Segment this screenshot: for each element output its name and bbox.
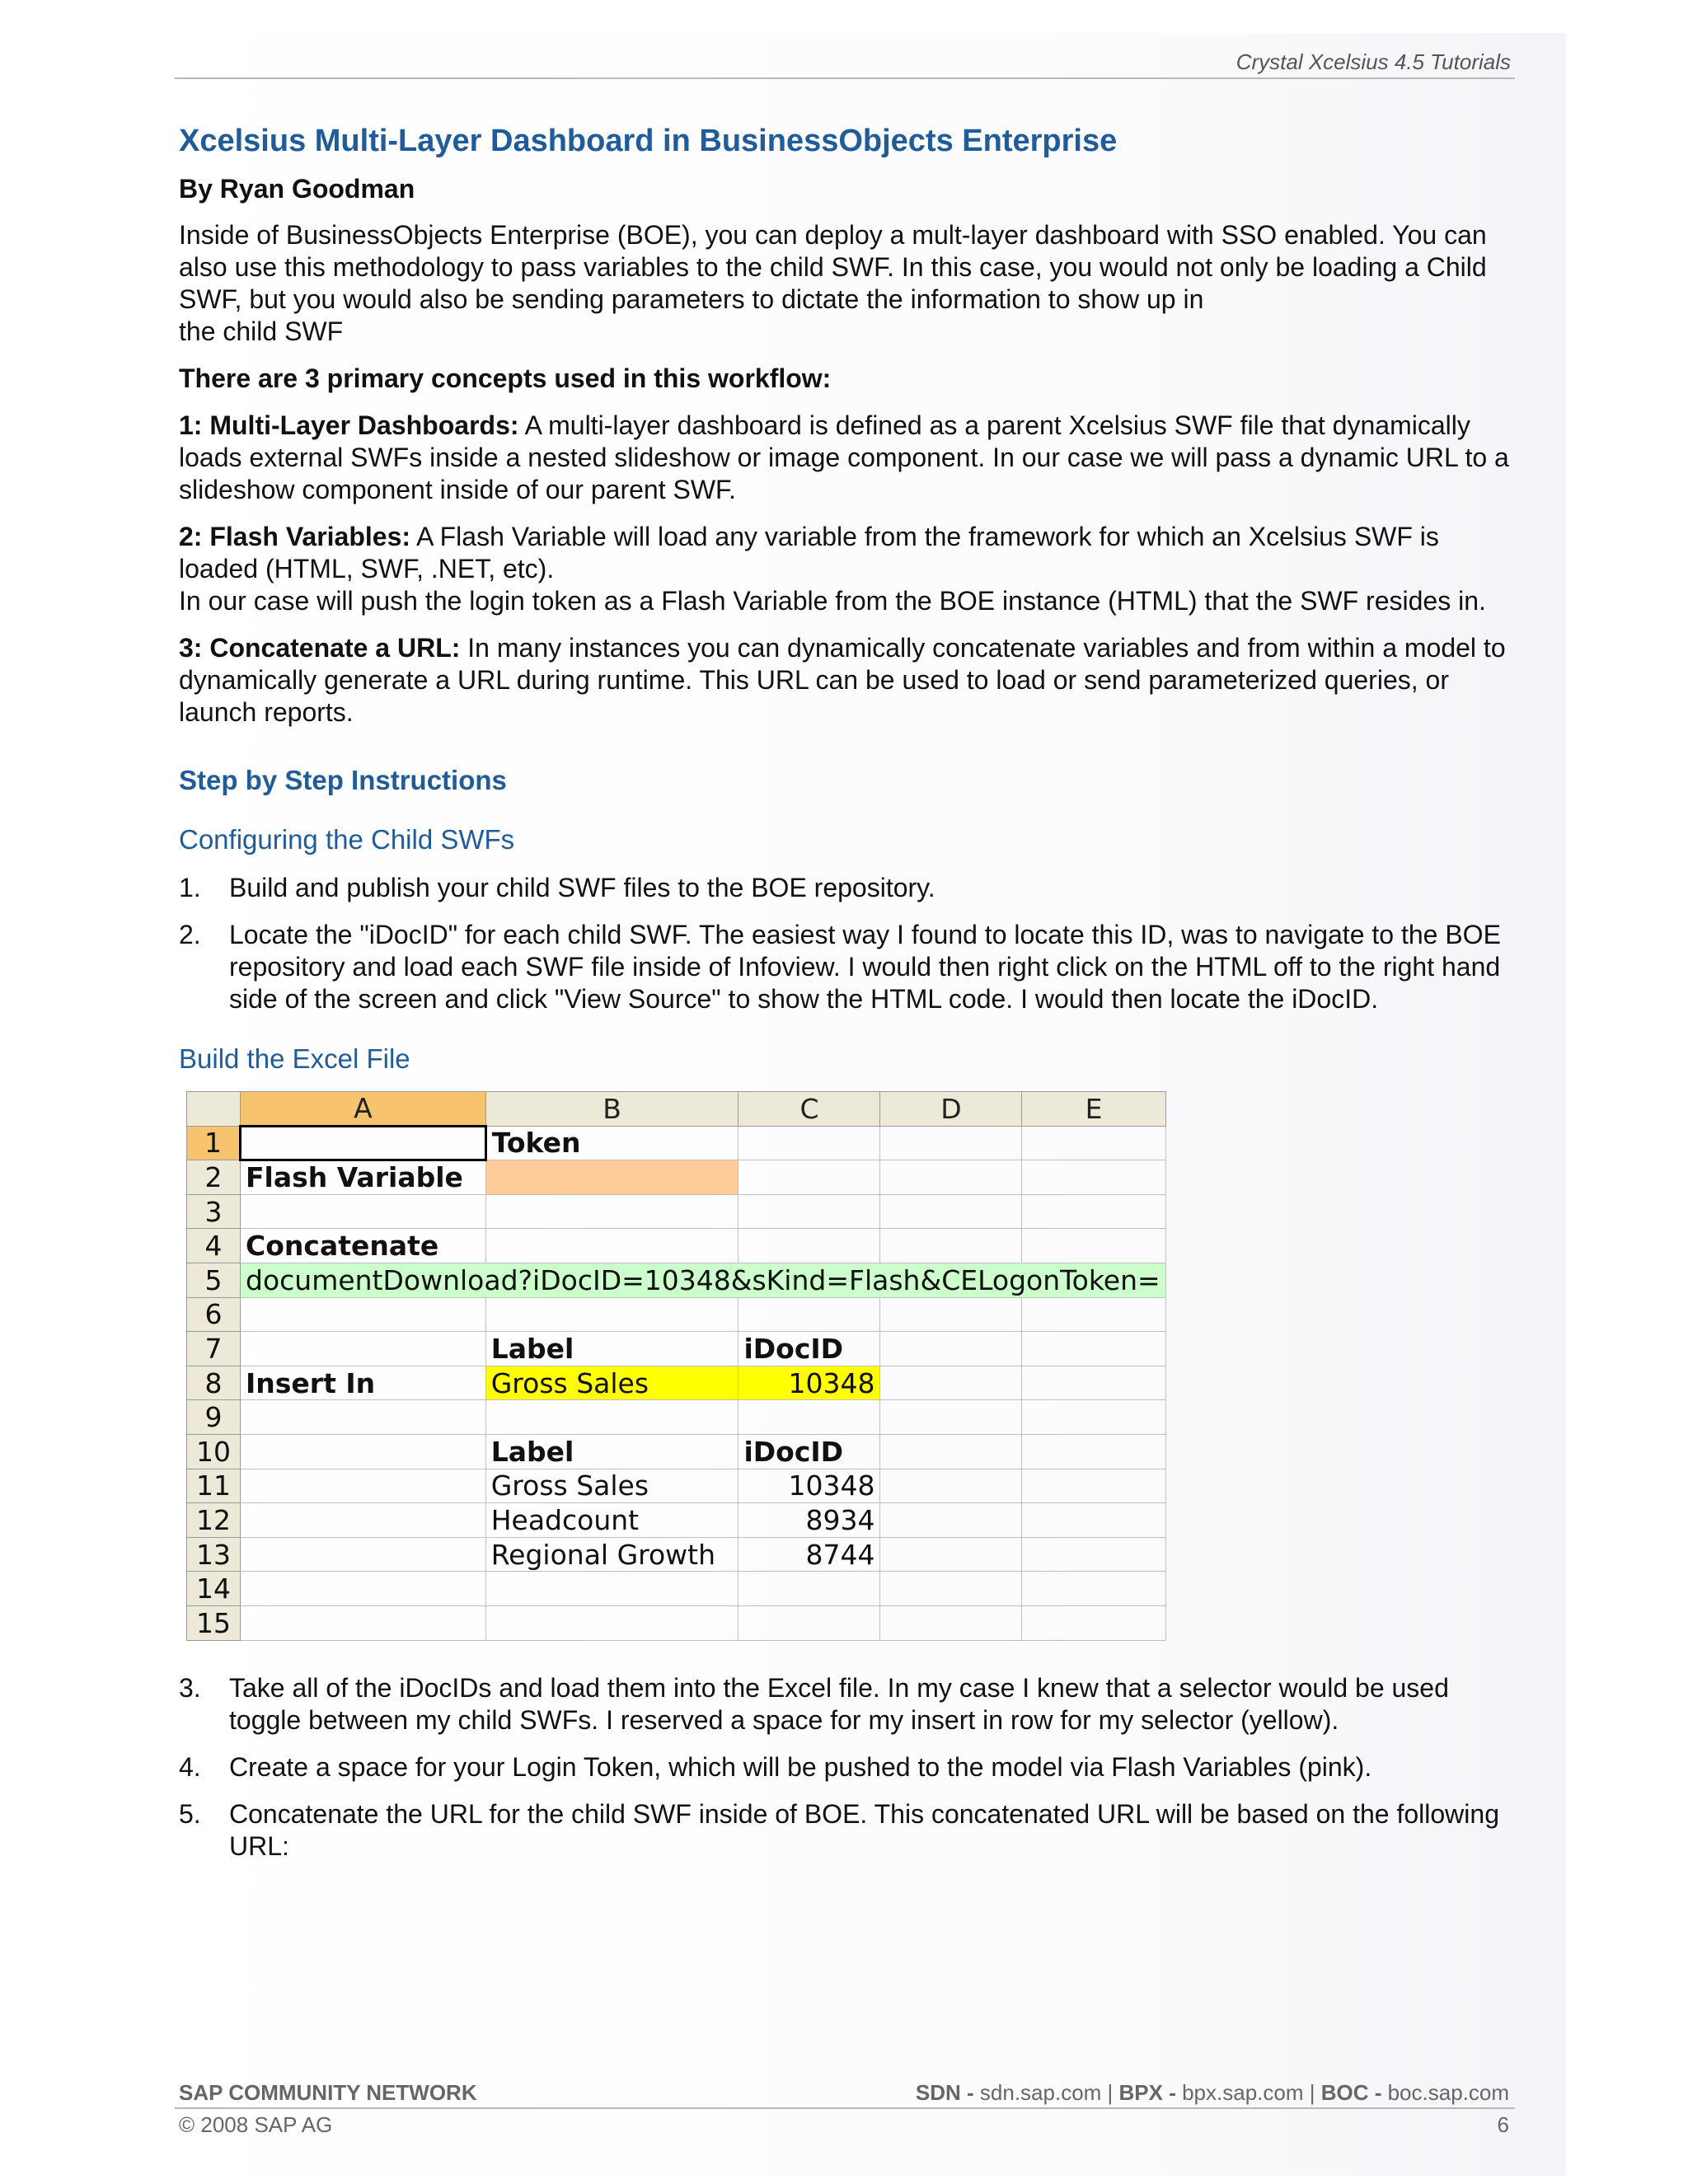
row-header[interactable]: 6 <box>187 1297 241 1332</box>
cell-b7[interactable]: Label <box>485 1332 738 1366</box>
list-item: 5. Concatenate the URL for the child SWF inside of BOE. This concatenated URL will be based on the following URL: <box>179 1798 1499 1861</box>
table-row <box>187 1434 1166 1469</box>
cell[interactable] <box>1022 1503 1165 1538</box>
table-row <box>187 1605 1166 1640</box>
cell[interactable] <box>241 1605 486 1640</box>
column-header-e[interactable]: E <box>1022 1092 1165 1127</box>
cell-a2[interactable]: Flash Variable <box>241 1160 486 1195</box>
cell[interactable] <box>241 1434 486 1469</box>
cell[interactable] <box>1022 1332 1165 1366</box>
cell[interactable] <box>1022 1229 1165 1263</box>
table-row <box>187 1263 1166 1297</box>
table-row <box>187 1537 1166 1572</box>
cell-a4[interactable]: Concatenate <box>241 1229 486 1263</box>
list-item: 4. Create a space for your Login Token, which will be pushed to the model via Flash Variables (pink). <box>179 1751 1372 1782</box>
header-rule <box>175 77 1515 79</box>
steps-list-b <box>179 1672 1514 1863</box>
cell[interactable] <box>738 1572 880 1606</box>
row-header[interactable]: 1 <box>187 1126 241 1160</box>
cell[interactable] <box>738 1400 880 1435</box>
table-row <box>187 1229 1166 1263</box>
cell[interactable] <box>485 1400 738 1435</box>
cell[interactable] <box>880 1537 1022 1572</box>
concepts-lead: There are 3 primary concepts used in this workflow: <box>179 363 832 393</box>
row-header[interactable]: 14 <box>187 1572 241 1606</box>
cell[interactable] <box>880 1469 1022 1503</box>
cell-c7[interactable]: iDocID <box>738 1332 880 1366</box>
row-header[interactable]: 7 <box>187 1332 241 1366</box>
column-header-row <box>187 1092 1166 1127</box>
steps-list-a <box>179 872 1514 1015</box>
cell[interactable] <box>1022 1297 1165 1332</box>
row-header[interactable]: 9 <box>187 1400 241 1435</box>
table-row <box>187 1503 1166 1538</box>
subsection-configuring: Configuring the Child SWFs <box>179 824 515 855</box>
cell[interactable] <box>241 1194 486 1229</box>
cell[interactable] <box>880 1126 1022 1160</box>
cell-b11[interactable]: Gross Sales <box>485 1469 738 1503</box>
cell[interactable] <box>1022 1469 1165 1503</box>
footer-network: SAP COMMUNITY NETWORK <box>179 2080 477 2105</box>
row-header[interactable]: 12 <box>187 1503 241 1538</box>
cell[interactable] <box>738 1605 880 1640</box>
cell[interactable] <box>1022 1194 1165 1229</box>
bpx-link[interactable]: bpx.sap.com <box>1182 2080 1304 2105</box>
cell[interactable] <box>485 1572 738 1606</box>
cell[interactable] <box>241 1572 486 1606</box>
cell[interactable] <box>241 1400 486 1435</box>
cell-a8[interactable]: Insert In <box>241 1366 486 1400</box>
cell[interactable] <box>880 1297 1022 1332</box>
cell[interactable] <box>880 1194 1022 1229</box>
list-item: 2. Locate the "iDocID" for each child SWF. The easiest way I found to locate this ID, was to navigate to the BOE repository and load each SWF file inside of Infoview. I would then right click on the HTML off to the right hand side of the screen and click "View Source" to show the HTML code. I would then locate the iDocID. <box>179 920 1501 1014</box>
cell[interactable] <box>880 1400 1022 1435</box>
selector-cell-c8[interactable]: 10348 <box>738 1366 880 1400</box>
cell[interactable] <box>1022 1160 1165 1195</box>
author-byline: By Ryan Goodman <box>179 174 415 204</box>
concatenated-url-cell-a5[interactable]: documentDownload?iDocID=10348&sKind=Flash&CELogonToken= <box>241 1263 1166 1297</box>
selector-cell-b8[interactable]: Gross Sales <box>485 1366 738 1400</box>
table-row <box>187 1194 1166 1229</box>
concept-2: 2: Flash Variables: A Flash Variable will load any variable from the framework for which an Xcelsius SWF is loaded (HTML, SWF, .NET, etc). In our case will push the login token as a Flash Variable from the BOE instance (HTML) that the SWF resides in. <box>179 522 1486 616</box>
column-header-d[interactable]: D <box>880 1092 1022 1127</box>
table-row <box>187 1332 1166 1366</box>
cell[interactable] <box>241 1503 486 1538</box>
table-row <box>187 1366 1166 1400</box>
cell[interactable] <box>738 1194 880 1229</box>
concept-3: 3: Concatenate a URL: In many instances you can dynamically concatenate variables and from within a model to dynamically generate a URL during runtime. This URL can be used to load or send parameterized queries, or launch reports. <box>179 633 1506 727</box>
row-header[interactable]: 8 <box>187 1366 241 1400</box>
excel-spreadsheet <box>186 1091 1166 1641</box>
cell-b13[interactable]: Regional Growth <box>485 1537 738 1572</box>
table-row <box>187 1126 1166 1160</box>
document-body <box>179 124 1514 1877</box>
intro-paragraph: Inside of BusinessObjects Enterprise (BOE), you can deploy a mult-layer dashboard with SSO enabled. You can also use this methodology to pass variables to the child SWF. In this case, you would not only be loading a Child SWF, but you would also be sending parameters to dictate the information to show up in the child SWF <box>179 220 1487 346</box>
cell[interactable] <box>1022 1605 1165 1640</box>
table-row <box>187 1160 1166 1195</box>
cell[interactable] <box>880 1366 1022 1400</box>
cell[interactable] <box>880 1605 1022 1640</box>
cell[interactable] <box>1022 1126 1165 1160</box>
row-header[interactable]: 5 <box>187 1263 241 1297</box>
row-header[interactable]: 15 <box>187 1605 241 1640</box>
row-header[interactable]: 3 <box>187 1194 241 1229</box>
list-item: 3. Take all of the iDocIDs and load them into the Excel file. In my case I knew that a selector would be used toggle between my child SWFs. I reserved a space for my insert in row for my selector (yellow). <box>179 1672 1449 1735</box>
table-row <box>187 1572 1166 1606</box>
footer-copyright: © 2008 SAP AG <box>179 2112 333 2137</box>
cell[interactable] <box>485 1605 738 1640</box>
cell[interactable] <box>880 1229 1022 1263</box>
cell-c12[interactable]: 8934 <box>738 1503 880 1538</box>
cell[interactable] <box>880 1160 1022 1195</box>
cell-c10[interactable]: iDocID <box>738 1434 880 1469</box>
token-cell-b2[interactable] <box>485 1160 738 1195</box>
cell[interactable] <box>738 1160 880 1195</box>
list-item: 1. Build and publish your child SWF files to the BOE repository. <box>179 873 935 902</box>
cell[interactable] <box>738 1297 880 1332</box>
cell[interactable] <box>880 1434 1022 1469</box>
cell[interactable] <box>241 1469 486 1503</box>
cell[interactable] <box>241 1332 486 1366</box>
cell[interactable] <box>485 1229 738 1263</box>
row-header[interactable]: 13 <box>187 1537 241 1572</box>
cell[interactable] <box>880 1503 1022 1538</box>
document-title: Xcelsius Multi-Layer Dashboard in BusinessObjects Enterprise <box>179 124 1118 158</box>
cell-c13[interactable]: 8744 <box>738 1537 880 1572</box>
cell[interactable] <box>1022 1434 1165 1469</box>
cell[interactable] <box>241 1297 486 1332</box>
select-all-corner[interactable] <box>187 1092 241 1127</box>
sdn-link[interactable]: sdn.sap.com <box>979 2080 1102 2105</box>
boc-link[interactable]: boc.sap.com <box>1387 2080 1509 2105</box>
cell-b1[interactable]: Token <box>485 1126 738 1160</box>
cell[interactable] <box>880 1332 1022 1366</box>
cell-c11[interactable]: 10348 <box>738 1469 880 1503</box>
column-header-c[interactable]: C <box>738 1092 880 1127</box>
cell[interactable] <box>1022 1366 1165 1400</box>
concept-1: 1: Multi-Layer Dashboards: A multi-layer dashboard is defined as a parent Xcelsius SWF file that dynamically loads external SWFs inside a nested slideshow or image component. In our case we will pass a dynamic URL to a slideshow component inside of our parent SWF. <box>179 410 1509 504</box>
cell[interactable] <box>738 1126 880 1160</box>
cell-b12[interactable]: Headcount <box>485 1503 738 1538</box>
footer-rule <box>175 2107 1515 2109</box>
subsection-excel: Build the Excel File <box>179 1043 410 1074</box>
cell[interactable] <box>485 1297 738 1332</box>
cell[interactable] <box>1022 1572 1165 1606</box>
cell[interactable] <box>241 1537 486 1572</box>
row-header[interactable]: 10 <box>187 1434 241 1469</box>
cell-b10[interactable]: Label <box>485 1434 738 1469</box>
section-title: Step by Step Instructions <box>179 765 507 795</box>
footer-links: SDN - sdn.sap.com | BPX - bpx.sap.com | BOC - boc.sap.com <box>915 2080 1509 2105</box>
cell[interactable] <box>485 1194 738 1229</box>
table-row <box>187 1469 1166 1503</box>
cell[interactable] <box>738 1229 880 1263</box>
row-header[interactable]: 4 <box>187 1229 241 1263</box>
running-header: Crystal Xcelsius 4.5 Tutorials <box>1236 49 1511 74</box>
table-row <box>187 1297 1166 1332</box>
cell-a1[interactable] <box>241 1126 486 1160</box>
cell[interactable] <box>880 1572 1022 1606</box>
row-header[interactable]: 11 <box>187 1469 241 1503</box>
table-row <box>187 1400 1166 1435</box>
cell[interactable] <box>1022 1400 1165 1435</box>
cell[interactable] <box>1022 1537 1165 1572</box>
page-number: 6 <box>1497 2112 1509 2137</box>
column-header-a[interactable]: A <box>241 1092 486 1127</box>
column-header-b[interactable]: B <box>485 1092 738 1127</box>
row-header[interactable]: 2 <box>187 1160 241 1195</box>
